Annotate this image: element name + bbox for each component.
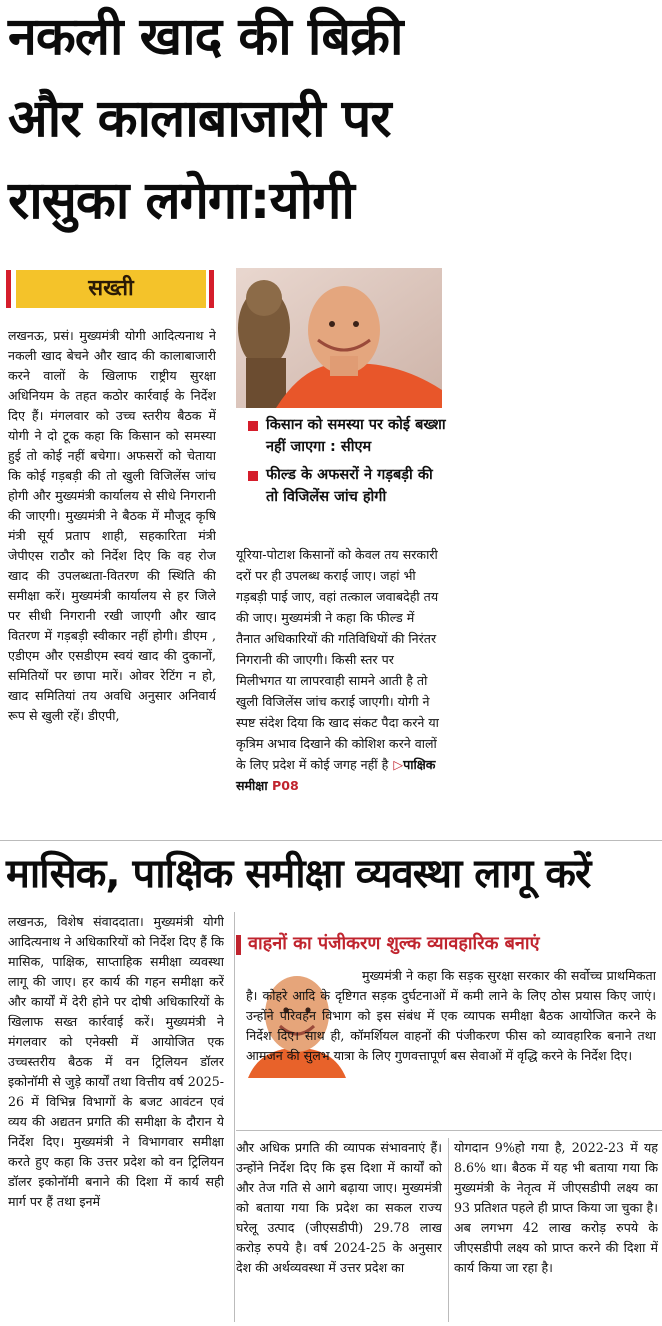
story1-column-2: यूरिया-पोटाश किसानों को केवल तय सरकारी दरों पर ही उपलब्ध कराई जाए। जहां भी गड़बड़ी पाई जाए, वहां तत्काल जवाबदेही तय की जाए। मुख्यमंत्री ने कहा कि फील्ड में तैनात अधिकारियों की गतिविधियों की निरंतर निगरानी की जाएगी। किसी स्तर पर मिलीभगत या लापरवाही सामने आती है तो खुली विजिलेंस जांच कराई जाएगी। योगी ने स्पष्ट संदेश दिया कि खाद संकट पैदा करने या कृत्रिम अभाव दिखाने की कोशिश करने वालों के लिए प्रदेश में कोई जगह नहीं है	[236, 547, 439, 772]
caption-item: फील्ड के अफसरों ने गड़बड़ी की तो विजिलेंस जांच होगी	[248, 464, 448, 508]
bullet-square-icon	[248, 421, 258, 431]
section-divider	[0, 840, 662, 841]
story2-column-3: योगदान 9%हो गया है, 2022-23 में यह 8.6% था। बैठक में यह भी बताया गया कि मुख्यमंत्री के नेतृत्व में जीएसडीपी लक्ष्य का 93 प्रतिशत पहले ही प्राप्त किया जा चुका है। अब लगभग 42 लाख करोड़ रुपये के जीएसडीपी लक्ष्य को प्राप्त करने की दिशा में कार्य किया जा रहा है।	[454, 1140, 658, 1275]
caption-item: किसान को समस्या पर कोई बख्शा नहीं जाएगा : सीएम	[248, 414, 448, 458]
box-divider	[236, 1130, 662, 1131]
kicker-label	[6, 268, 214, 312]
headline-line-2: और कालाबाजारी पर	[8, 89, 391, 149]
story1-column-1: लखनऊ, प्रसं। मुख्यमंत्री योगी आदित्यनाथ ने नकली खाद बेचने और खाद की कालाबाजारी करने वालों के खिलाफ राष्ट्रीय सुरक्षा अधिनियम के तहत कठोर कार्रवाई के निर्देश दिए हैं। मंगलवार को उच्च स्तरीय बैठक में योगी ने दो टूक कहा कि किसान को समस्या हुई तो कोई नहीं बचेगा। अफसरों को चेताया कि कोई गड़बड़ी की तो खुली विजिलेंस जांच होगी और मुख्यमंत्री कार्यालय से सीधे निगरानी की जाएगी। मुख्यमंत्री ने बैठक में मौजूद कृषि मंत्री सूर्य प्रताप शाही, सहकारिता मंत्री जेपीएस राठौर को निर्देश दिए कि वह रोज खाद की उपलब्धता-वितरण की स्थिति की समीक्षा करें। मुख्यमंत्री कार्यालय से हर जिले पर सीधी निगरानी रखी जाएगी और खाद वितरण में गड़बड़ी स्वीकार नहीं होगी। डीएम , एडीएम और एसडीएम स्वयं खाद की दुकानों, समितियों पर छापा मारें। ओवर रेटिंग न हो, खाद समितियां तय अवधि अनुसार अनिवार्य रूप से खुली रहें। डीएपी,	[8, 328, 216, 723]
column-divider	[234, 912, 235, 1322]
kicker-text: सख्ती	[88, 276, 134, 301]
headline-2: मासिक, पाक्षिक समीक्षा व्यवस्था लागू करें	[6, 851, 591, 897]
cm-photo	[236, 268, 442, 408]
transport-box-text: मुख्यमंत्री ने कहा कि सड़क सुरक्षा सरकार की सर्वोच्च प्राथमिकता है। कोहरे आदि के दृष्टिगत सड़क दुर्घटनाओं में कमी लाने के लिए ठोस प्रयास किए जाएं। उन्होंने परिवहन विभाग को इस संबंध में एक व्यापक समीक्षा बैठक आयोजित करने के निर्देश दिए। साथ ही, कॉमर्शियल वाहनों की पंजीकरण फीस को व्यावहारिक बनाने तथा आमजन की सुलभ यात्रा के लिए गुणवत्तापूर्ण बस सेवाओं में वृद्धि करने के निर्देश दिए।	[246, 968, 656, 1063]
headline-line-1: नकली खाद की बिक्री	[8, 7, 403, 67]
column-divider	[448, 1138, 449, 1322]
subhead: वाहनों का पंजीकरण शुल्क व्यावहारिक बनाएं	[248, 933, 540, 954]
bullet-square-icon	[248, 471, 258, 481]
headline-line-3: रासुका लगेगा:योगी	[8, 171, 354, 231]
photo-captions	[248, 414, 448, 508]
page-reference[interactable]: ▷पाक्षिक समीक्षा P08	[236, 757, 436, 793]
story2-column-1: लखनऊ, विशेष संवाददाता। मुख्यमंत्री योगी आदित्यनाथ ने अधिकारियों को निर्देश दिए हैं कि मासिक, पाक्षिक, साप्ताहिक समीक्षा व्यवस्था लागू की जाए। हर कार्य की गहन समीक्षा करें और कार्यों में देरी होने पर दोषी अधिकारियों के खिलाफ सख्त कार्रवाई करें। मुख्यमंत्री ने मंगलवार को एनेक्सी में आयोजित एक उच्चस्तरीय बैठक में वन ट्रिलियन डॉलर इकोनॉमी से जुड़े कार्यों तथा वित्तीय वर्ष 2025-26 में विभिन्न विभागों के बजट आवंटन एवं व्यय की अद्यतन प्रगति की समीक्षा के दौरान ये निर्देश दिए। मुख्यमंत्री ने विभागवार समीक्षा करते हुए कहा कि उत्तर प्रदेश को वन ट्रिलियन डॉलर इकोनॉमी बनाने की दिशा में कार्य सही मार्ग पर हैं तथा इनमें	[8, 914, 224, 1209]
story1-column-2-wrap	[236, 544, 442, 794]
subhead-bar	[236, 935, 241, 955]
story2-column-2: और अधिक प्रगति की व्यापक संभावनाएं हैं। उन्होंने निर्देश दिए कि इस दिशा में कार्यों को और तेज गति से आगे बढ़ाया जाए। मुख्यमंत्री को बताया गया कि प्रदेश का सकल राज्य घरेलू उत्पाद (जीएसडीपी) 29.78 लाख करोड़ रुपये है। वर्ष 2024-25 के अनुसार देश की अर्थव्यवस्था में उत्तर प्रदेश का	[236, 1140, 442, 1275]
subhead-row	[236, 932, 656, 958]
arrow-icon: ▷	[393, 757, 404, 772]
